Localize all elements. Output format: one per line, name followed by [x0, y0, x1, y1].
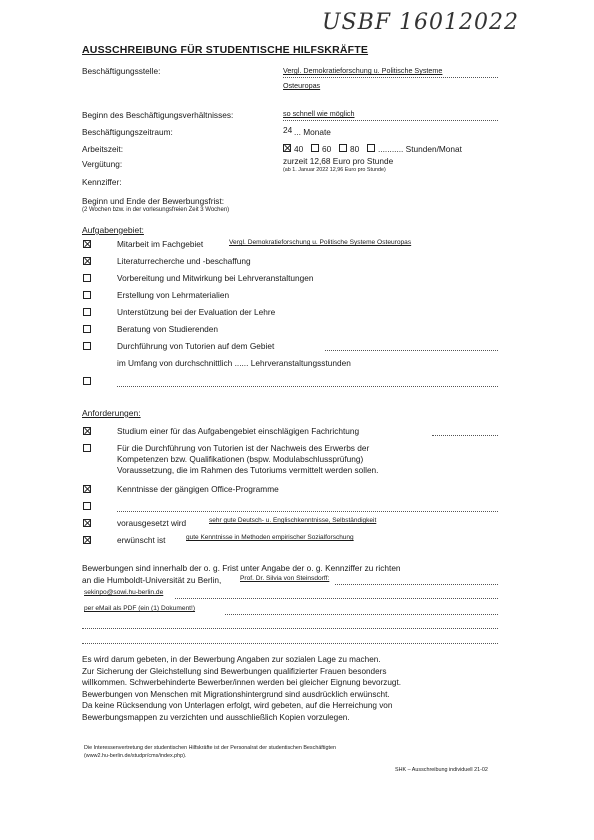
bewerbung-format: per eMail als PDF (ein (1) Dokument!) [84, 605, 196, 612]
aufgabe-tutorien-checkbox[interactable] [83, 342, 91, 350]
hinweis-line-5: Da keine Rücksendung von Unterlagen erfolgt, wird gebeten, auf die Herreichung von [82, 701, 393, 711]
aufgabe-lehrmaterialien-checkbox[interactable] [83, 291, 91, 299]
anforderung-tutorien-line3: Voraussetzung, die im Rahmen des Tutoriums vermittelt werden sollen. [117, 465, 379, 475]
bewerbung-contact: Prof. Dr. Silvia von Steinsdorff: [240, 575, 330, 582]
aufgabe-beratung-checkbox[interactable] [83, 325, 91, 333]
aufgabe-literatur-text: Literaturrecherche und -beschaffung [117, 256, 251, 266]
arbeitszeit-custom-checkbox[interactable] [367, 144, 375, 152]
anforderung-vorausgesetzt-checkbox[interactable] [83, 519, 91, 527]
stelle-label: Beschäftigungsstelle: [82, 66, 161, 76]
aufgabe-fachgebiet-fill: Vergl. Demokratieforschung u. Politische Systeme Osteuropas [229, 239, 412, 246]
anforderung-tutorien-line1: Für die Durchführung von Tutorien ist der Nachweis des Erwerbs der [117, 443, 370, 453]
hinweis-line-3: willkommen. Schwerbehinderte Bewerber/innen werden bei gleicher Eignung bevorzugt. [82, 678, 402, 688]
aufgabe-tutorien-text: Durchführung von Tutorien auf dem Gebiet [117, 341, 275, 351]
arbeitszeit-80-checkbox[interactable] [339, 144, 347, 152]
aufgabe-beratung-text: Beratung von Studierenden [117, 324, 219, 334]
beginn-value: so schnell wie möglich [283, 109, 355, 118]
anforderung-office-text: Kenntnisse der gängigen Office-Programme [117, 484, 279, 494]
anforderung-vorausgesetzt-text: vorausgesetzt wird [117, 518, 187, 528]
aufgabe-fachgebiet-checkbox[interactable] [83, 240, 91, 248]
page-title: AUSSCHREIBUNG FÜR STUDENTISCHE HILFSKRÄFTE [82, 44, 369, 56]
hinweis-line-2: Zur Sicherung der Gleichstellung sind Bewerbungen qualifizierter Frauen besonders [82, 666, 387, 676]
beginn-line [283, 120, 498, 121]
aufgabe-lehrveranstaltungen-checkbox[interactable] [83, 274, 91, 282]
stelle-value-1: Vergl. Demokratieforschung u. Politische Systeme [283, 66, 443, 75]
zeitraum-unit: ... Monate [294, 127, 331, 137]
verguetung-label: Vergütung: [82, 159, 123, 169]
arbeitszeit-60-checkbox[interactable] [311, 144, 319, 152]
footer-line1: Die Interessenvertretung der studentischen Hilfskräfte ist der Personalrat der studentischen Beschäftigten [84, 745, 336, 751]
anforderung-studium-line [432, 435, 498, 436]
arbeitszeit-80-label: 80 [350, 144, 360, 154]
anforderung-studium-checkbox[interactable] [83, 427, 91, 435]
aufgabe-blank-checkbox[interactable] [83, 377, 91, 385]
bewerbung-line2: an die Humboldt-Universität zu Berlin, [82, 575, 222, 585]
arbeitszeit-custom-label: ........... Stunden/Monat [378, 144, 462, 154]
anforderung-blank-checkbox[interactable] [83, 502, 91, 510]
arbeitszeit-40-checkbox[interactable] [283, 144, 291, 152]
anforderung-erwuenscht-text: erwünscht ist [117, 535, 166, 545]
arbeitszeit-60-label: 60 [322, 144, 332, 154]
aufgabe-tutorien-line [325, 350, 498, 351]
hinweis-line-4: Bewerbungen von Menschen mit Migrationshintergrund sind ausdrücklich erwünscht. [82, 689, 390, 699]
aufgabe-fachgebiet-text: Mitarbeit im Fachgebiet [117, 239, 204, 249]
frist-label: Beginn und Ende der Bewerbungsfrist: [82, 196, 225, 206]
hinweis-line-1: Es wird darum gebeten, in der Bewerbung Angaben zur sozialen Lage zu machen. [82, 655, 381, 664]
bewerbung-blank-line-1 [82, 628, 498, 629]
arbeitszeit-40-label: 40 [294, 144, 304, 154]
aufgabe-lehrmaterialien-text: Erstellung von Lehrmaterialien [117, 290, 230, 300]
hinweise-paragraph [82, 654, 502, 724]
bewerbung-format-line [225, 614, 498, 615]
stelle-value-2: Osteuropas [283, 81, 321, 90]
aufgabe-evaluation-checkbox[interactable] [83, 308, 91, 316]
aufgabe-evaluation-text: Unterstützung bei der Evaluation der Lehre [117, 307, 276, 317]
anforderung-tutorien-line2: Kompetenzen bzw. Qualifikationen (bspw. Modulabschlussprüfung) [117, 454, 364, 464]
anforderung-blank-line [117, 511, 498, 512]
anforderung-office-checkbox[interactable] [83, 485, 91, 493]
bewerbung-contact-line [335, 584, 498, 585]
anforderung-studium-text: Studium einer für das Aufgabengebiet einschlägigen Fachrichtung [117, 426, 360, 436]
footer-code: SHK – Ausschreibung individuell 21-02 [395, 767, 488, 773]
verguetung-value: zurzeit 12,68 Euro pro Stunde [283, 156, 394, 166]
bewerbung-line1: Bewerbungen sind innerhalb der o. g. Frist unter Angabe der o. g. Kennziffer zu richten [82, 563, 401, 573]
zeitraum-label: Beschäftigungszeitraum: [82, 127, 173, 137]
handwritten-stamp: USBF 16012022 [322, 10, 520, 35]
aufgaben-heading: Aufgabengebiet: [82, 225, 144, 235]
bewerbung-blank-line-2 [82, 643, 498, 644]
zeitraum-value: 24 [283, 125, 293, 135]
anforderung-tutorien-checkbox[interactable] [83, 444, 91, 452]
aufgabe-literatur-checkbox[interactable] [83, 257, 91, 265]
anforderung-vorausgesetzt-fill: sehr gute Deutsch- u. Englischkenntnisse, Selbständigkeit [209, 517, 377, 524]
verguetung-note: (ab 1. Januar 2022 12,96 Euro pro Stunde) [283, 167, 386, 173]
anforderung-erwuenscht-fill: gute Kenntnisse in Methoden empirischer Sozialforschung [186, 534, 354, 541]
kennziffer-label: Kennziffer: [82, 177, 122, 187]
frist-note: (2 Wochen bzw. in der vorlesungsfreien Zeit 3 Wochen) [82, 207, 230, 213]
anforderung-erwuenscht-checkbox[interactable] [83, 536, 91, 544]
beginn-label: Beginn des Beschäftigungsverhältnisses: [82, 110, 234, 120]
footer-line2: (www2.hu-berlin.de/studpr/cms/index.php). [84, 753, 187, 759]
aufgabe-blank-line [117, 386, 498, 387]
anforderungen-heading: Anforderungen: [82, 408, 141, 418]
bewerbung-email-line [175, 598, 498, 599]
stelle-line-1 [283, 77, 498, 78]
hinweis-line-6: Bewerbungsmappen zu verzichten und ausschließlich Kopien vorzulegen. [82, 712, 350, 722]
bewerbung-email: sekinpo@sowi.hu-berlin.de [84, 589, 164, 596]
aufgabe-tutorien-umfang: im Umfang von durchschnittlich ...... Lehrveranstaltungsstunden [117, 358, 351, 368]
arbeitszeit-label: Arbeitszeit: [82, 144, 124, 154]
aufgabe-lehrveranstaltungen-text: Vorbereitung und Mitwirkung bei Lehrveranstaltungen [117, 273, 314, 283]
